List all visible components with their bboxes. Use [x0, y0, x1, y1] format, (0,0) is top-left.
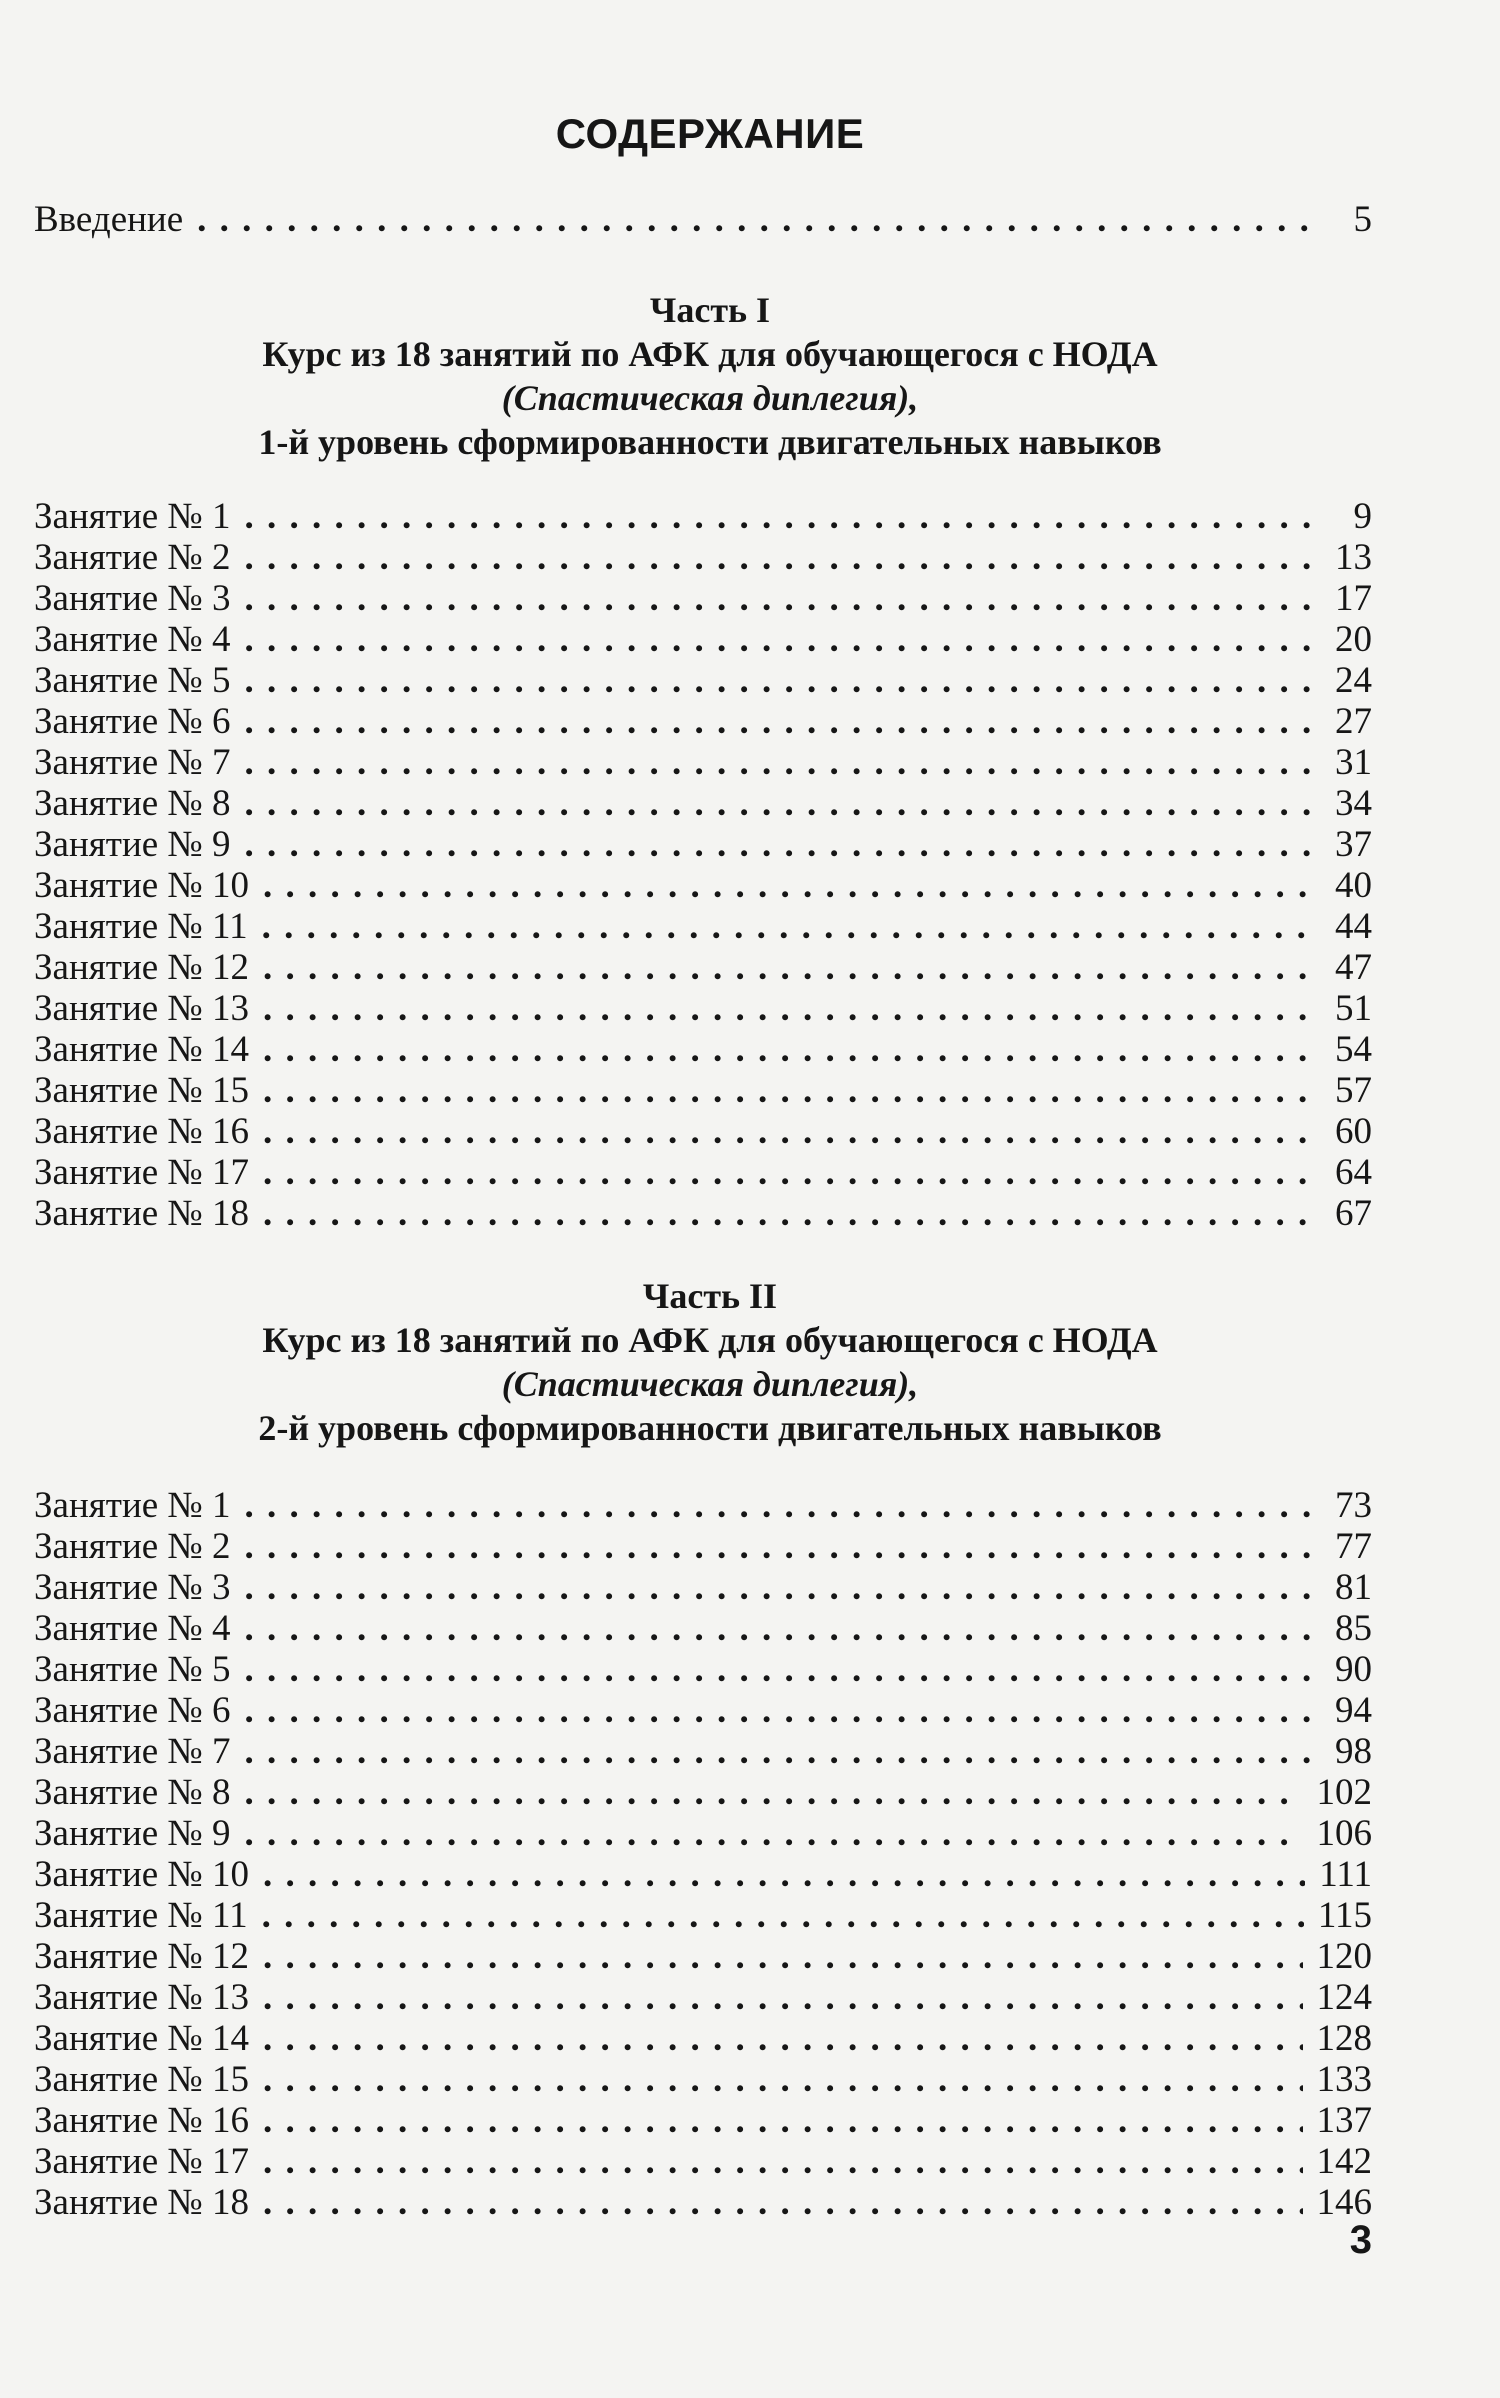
- toc-entry-label: Занятие № 14: [34, 2018, 249, 2059]
- toc-entry-page: 73: [1335, 1485, 1372, 1526]
- toc-entry-page: 27: [1335, 701, 1372, 742]
- toc-entry-page: 13: [1335, 537, 1372, 578]
- toc-entry-page: 102: [1316, 1772, 1372, 1813]
- toc-entry-lesson[interactable]: [34, 1486, 1372, 1526]
- toc-entry-lesson[interactable]: [34, 2142, 1372, 2182]
- toc-entry-lesson[interactable]: [34, 2101, 1372, 2141]
- dot-leader: [244, 1691, 1318, 1731]
- part-course-title: Курс из 18 занятий по АФК для обучающегося с НОДА: [262, 334, 1158, 374]
- dot-leader: [262, 1896, 1304, 1936]
- dot-leader: [244, 1568, 1318, 1608]
- toc-entry-label: Занятие № 13: [34, 988, 249, 1029]
- toc-entry-lesson[interactable]: [34, 1855, 1372, 1895]
- toc-entry-page: 128: [1316, 2018, 1372, 2059]
- toc-entry-label: Занятие № 7: [34, 1731, 231, 1772]
- toc-entry-label: Занятие № 13: [34, 1977, 249, 2018]
- toc-entry-page: 60: [1335, 1111, 1372, 1152]
- toc-entry-label: Занятие № 15: [34, 2059, 249, 2100]
- toc-entry-lesson[interactable]: [34, 2183, 1372, 2223]
- toc-entry-label: Занятие № 11: [34, 906, 248, 947]
- toc-entry-page: 81: [1335, 1567, 1372, 1608]
- toc-entry-label: Занятие № 5: [34, 1649, 231, 1690]
- toc-entry-label: Занятие № 2: [34, 1526, 231, 1567]
- toc-entry-page: 34: [1335, 783, 1372, 824]
- dot-leader: [244, 497, 1318, 537]
- dot-leader: [262, 907, 1318, 947]
- toc-entry-lesson[interactable]: [34, 538, 1372, 578]
- toc-entry-label: Занятие № 8: [34, 1772, 231, 1813]
- toc-entry-lesson[interactable]: [34, 1814, 1372, 1854]
- toc-entry-page: 142: [1316, 2141, 1372, 2182]
- toc-entry-lesson[interactable]: [34, 1896, 1372, 1936]
- toc-entry-lesson[interactable]: [34, 907, 1372, 947]
- toc-entry-page: 94: [1335, 1690, 1372, 1731]
- toc-entry-lesson[interactable]: [34, 1732, 1372, 1772]
- toc-entry-label: Занятие № 1: [34, 1485, 231, 1526]
- dot-leader: [263, 2183, 1303, 2223]
- toc-entry-lesson[interactable]: [34, 661, 1372, 701]
- toc-entry-lesson[interactable]: [34, 1153, 1372, 1193]
- part-1-header: [0, 288, 1420, 464]
- toc-entry-label: Занятие № 4: [34, 1608, 231, 1649]
- toc-entry-page: 57: [1335, 1070, 1372, 1111]
- toc-entry-label: Занятие № 18: [34, 1193, 249, 1234]
- toc-entry-page: 51: [1335, 988, 1372, 1029]
- contents-heading: СОДЕРЖАНИЕ: [555, 110, 865, 157]
- toc-entry-page: 17: [1335, 578, 1372, 619]
- dot-leader: [244, 1486, 1318, 1526]
- toc-entry-lesson[interactable]: [34, 1194, 1372, 1234]
- dot-leader: [263, 2142, 1303, 2182]
- dot-leader: [263, 1937, 1303, 1977]
- toc-entry-label: Занятие № 16: [34, 2100, 249, 2141]
- dot-leader: [244, 702, 1318, 742]
- toc-entry-label: Введение: [34, 199, 184, 240]
- dot-leader: [263, 1112, 1318, 1152]
- dot-leader: [263, 2019, 1303, 2059]
- dot-leader: [244, 1527, 1318, 1567]
- toc-entry-page: 44: [1335, 906, 1372, 947]
- toc-entry-label: Занятие № 6: [34, 701, 231, 742]
- toc-entry-lesson[interactable]: [34, 1071, 1372, 1111]
- dot-leader: [244, 661, 1318, 701]
- toc-entry-lesson[interactable]: [34, 1527, 1372, 1567]
- toc-entry-lesson[interactable]: [34, 497, 1372, 537]
- toc-entry-page: 24: [1335, 660, 1372, 701]
- toc-entry-page: 111: [1319, 1854, 1372, 1895]
- dot-leader: [263, 1071, 1318, 1111]
- toc-entry-page: 20: [1335, 619, 1372, 660]
- toc-entry-label: Занятие № 5: [34, 660, 231, 701]
- toc-entry-page: 77: [1335, 1526, 1372, 1567]
- toc-entry-page: 9: [1353, 496, 1372, 537]
- dot-leader: [244, 1732, 1318, 1772]
- toc-entry-label: Занятие № 3: [34, 578, 231, 619]
- dot-leader: [263, 989, 1318, 1029]
- toc-entry-page: 106: [1316, 1813, 1372, 1854]
- toc-entry-lesson[interactable]: [34, 1609, 1372, 1649]
- toc-entry-page: 54: [1335, 1029, 1372, 1070]
- dot-leader: [244, 743, 1318, 783]
- part-level: 1-й уровень сформированности двигательных навыков: [258, 422, 1162, 462]
- part-level: 2-й уровень сформированности двигательных навыков: [258, 1408, 1162, 1448]
- dot-leader: [263, 2060, 1303, 2100]
- dot-leader: [263, 1194, 1318, 1234]
- toc-entry-lesson[interactable]: [34, 620, 1372, 660]
- toc-entry-lesson[interactable]: [34, 784, 1372, 824]
- toc-entry-lesson[interactable]: [34, 1568, 1372, 1608]
- toc-entry-page: 31: [1335, 742, 1372, 783]
- dot-leader: [244, 825, 1318, 865]
- toc-entry-lesson[interactable]: [34, 1112, 1372, 1152]
- toc-entry-label: Занятие № 2: [34, 537, 231, 578]
- dot-leader: [244, 1650, 1318, 1690]
- toc-entry-label: Занятие № 8: [34, 783, 231, 824]
- toc-entry-lesson[interactable]: [34, 1030, 1372, 1070]
- toc-entry-lesson[interactable]: [34, 1650, 1372, 1690]
- toc-entry-label: Занятие № 15: [34, 1070, 249, 1111]
- toc-entry-label: Занятие № 10: [34, 1854, 249, 1895]
- toc-entry-lesson[interactable]: [34, 579, 1372, 619]
- part-title: Часть II: [642, 1276, 778, 1316]
- toc-entry-page: 40: [1335, 865, 1372, 906]
- toc-entry-page: 90: [1335, 1649, 1372, 1690]
- toc-entry-lesson[interactable]: [34, 743, 1372, 783]
- part-diagnosis: (Спастическая диплегия),: [501, 378, 919, 418]
- toc-entry-page: 120: [1316, 1936, 1372, 1977]
- toc-entry-lesson[interactable]: [34, 702, 1372, 742]
- toc-entry-label: Занятие № 4: [34, 619, 231, 660]
- toc-entry-label: Занятие № 6: [34, 1690, 231, 1731]
- dot-leader: [263, 866, 1318, 906]
- dot-leader: [263, 1978, 1303, 2018]
- page-number: 3: [1349, 2218, 1372, 2262]
- toc-entry-page: 133: [1316, 2059, 1372, 2100]
- toc-entry-label: Занятие № 10: [34, 865, 249, 906]
- dot-leader: [263, 1153, 1318, 1193]
- dot-leader: [244, 620, 1318, 660]
- toc-entry-page: 67: [1335, 1193, 1372, 1234]
- dot-leader: [263, 2101, 1303, 2141]
- part-course-title: Курс из 18 занятий по АФК для обучающегося с НОДА: [262, 1320, 1158, 1360]
- toc-entry-label: Занятие № 18: [34, 2182, 249, 2223]
- dot-leader: [197, 200, 1318, 240]
- toc-entry-lesson[interactable]: [34, 989, 1372, 1029]
- toc-entry-intro[interactable]: [34, 200, 1372, 240]
- dot-leader: [244, 579, 1318, 619]
- toc-entry-page: 115: [1317, 1895, 1372, 1936]
- toc-entry-lesson[interactable]: [34, 1978, 1372, 2018]
- toc-entry-lesson[interactable]: [34, 825, 1372, 865]
- toc-entry-label: Занятие № 9: [34, 1813, 231, 1854]
- part-2-header: [0, 1274, 1420, 1450]
- toc-entry-page: 124: [1316, 1977, 1372, 2018]
- part-diagnosis: (Спастическая диплегия),: [501, 1364, 919, 1404]
- toc-entry-label: Занятие № 11: [34, 1895, 248, 1936]
- toc-entry-page: 137: [1316, 2100, 1372, 2141]
- toc-entry-page: 64: [1335, 1152, 1372, 1193]
- toc-entry-lesson[interactable]: [34, 1937, 1372, 1977]
- toc-entry-lesson[interactable]: [34, 2019, 1372, 2059]
- toc-entry-lesson[interactable]: [34, 866, 1372, 906]
- dot-leader: [244, 1814, 1302, 1854]
- toc-entry-page: 5: [1353, 199, 1372, 240]
- toc-entry-label: Занятие № 14: [34, 1029, 249, 1070]
- toc-entry-lesson[interactable]: [34, 948, 1372, 988]
- toc-entry-label: Занятие № 9: [34, 824, 231, 865]
- toc-entry-lesson[interactable]: [34, 1773, 1372, 1813]
- toc-entry-label: Занятие № 12: [34, 947, 249, 988]
- toc-entry-page: 98: [1335, 1731, 1372, 1772]
- toc-entry-label: Занятие № 1: [34, 496, 231, 537]
- toc-entry-label: Занятие № 7: [34, 742, 231, 783]
- toc-entry-page: 85: [1335, 1608, 1372, 1649]
- toc-entry-label: Занятие № 16: [34, 1111, 249, 1152]
- toc-entry-lesson[interactable]: [34, 2060, 1372, 2100]
- toc-entry-page: 146: [1316, 2182, 1372, 2223]
- dot-leader: [244, 1609, 1318, 1649]
- toc-entry-label: Занятие № 17: [34, 2141, 249, 2182]
- dot-leader: [244, 1773, 1302, 1813]
- dot-leader: [244, 784, 1318, 824]
- toc-entry-label: Занятие № 17: [34, 1152, 249, 1193]
- toc-entry-page: 37: [1335, 824, 1372, 865]
- dot-leader: [244, 538, 1318, 578]
- toc-entry-lesson[interactable]: [34, 1691, 1372, 1731]
- dot-leader: [263, 948, 1318, 988]
- dot-leader: [263, 1855, 1305, 1895]
- toc-entry-page: 47: [1335, 947, 1372, 988]
- dot-leader: [263, 1030, 1318, 1070]
- toc-entry-label: Занятие № 12: [34, 1936, 249, 1977]
- part-title: Часть I: [649, 290, 771, 330]
- toc-entry-label: Занятие № 3: [34, 1567, 231, 1608]
